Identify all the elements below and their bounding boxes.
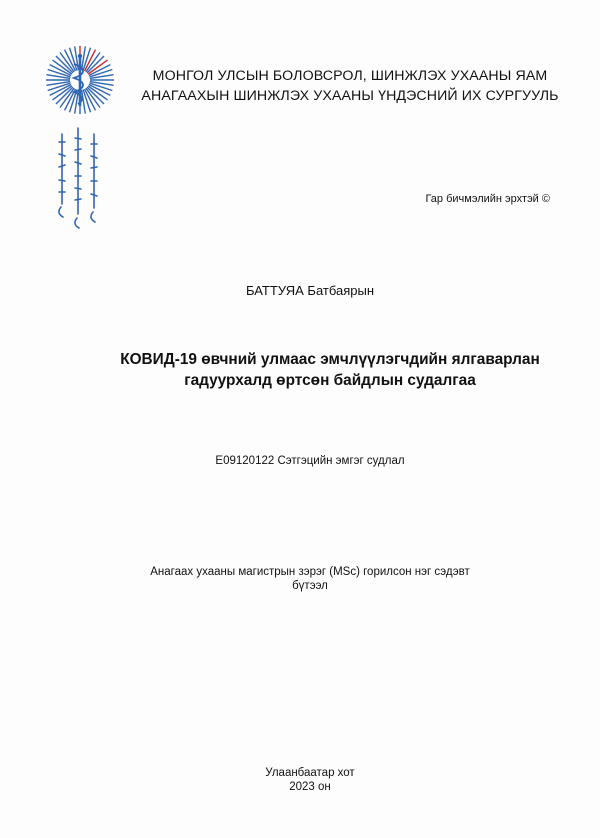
place-and-year: [210, 766, 410, 794]
year: 2023 он: [289, 781, 331, 793]
degree-line-1: Анагаах ухааны магистрын зэрэг (MSc) горилсон нэг сэдэвт: [150, 566, 470, 578]
degree-line-2: бүтээл: [292, 580, 328, 592]
thesis-title-line-2: гадуурхалд өртсөн байдлын судалгаа: [184, 372, 476, 389]
thesis-title: [60, 349, 600, 391]
header-ministry: МОНГОЛ УЛСЫН БОЛОВСРОЛ, ШИНЖЛЭХ УХААНЫ ЯАМ: [152, 68, 548, 84]
degree-statement: [100, 565, 520, 593]
ministry-university-header: [130, 66, 570, 106]
city: Улаанбаатар хот: [265, 767, 355, 779]
university-emblem-icon: [40, 42, 120, 232]
header-university: АНАГААХЫН ШИНЖЛЭХ УХААНЫ ҮНДЭСНИЙ ИХ СУРГУУЛЬ: [141, 88, 559, 104]
copyright-notice: Гар бичмэлийн эрхтэй ©: [425, 193, 550, 205]
program-code: E09120122 Сэтгэцийн эмгэг судлал: [215, 455, 405, 467]
thesis-title-line-1: КОВИД-19 өвчний улмаас эмчлүүлэгчдийн ялгаварлан: [120, 351, 540, 368]
author-name: БАТТУЯА Батбаярын: [245, 283, 375, 298]
